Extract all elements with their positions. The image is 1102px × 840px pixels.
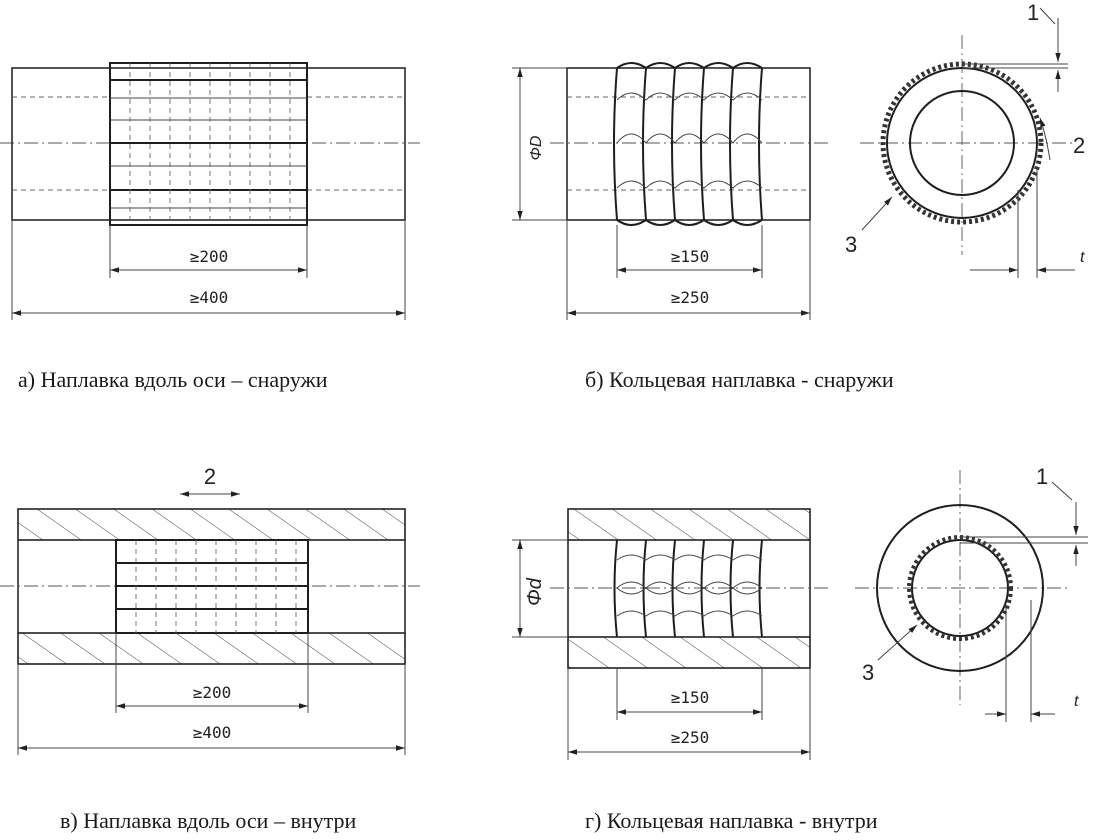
- pipe-wall-bottom: [18, 633, 405, 664]
- cross-section-b: [845, 0, 1085, 278]
- inner-ring-beads: [615, 540, 763, 637]
- weld-beads: [110, 63, 307, 225]
- panel-v: [0, 464, 420, 833]
- pipe-wall-top: [18, 509, 405, 540]
- dim-b-diameter: ΦD: [528, 135, 545, 161]
- dim-b-inner: ≥150: [670, 247, 710, 266]
- cross-section-g: [855, 464, 1088, 722]
- marker-g-3: 3: [862, 660, 875, 685]
- caption-v: в) Наплавка вдоль оси – внутри: [60, 808, 357, 833]
- dim-v-inner: ≥200: [192, 683, 232, 702]
- pipe-outline: [567, 68, 810, 220]
- dim-g-diameter: Φd: [524, 578, 546, 606]
- marker-g-1: 1: [1036, 464, 1049, 489]
- dim-b-outer: ≥250: [670, 288, 710, 307]
- pipe-wall-bottom: [568, 637, 810, 668]
- ring-beads: [614, 63, 762, 225]
- pipe-wall-top: [568, 509, 810, 540]
- marker-b-1: 1: [1027, 0, 1040, 25]
- dim-a-outer: ≥400: [189, 288, 229, 307]
- marker-b-3: 3: [845, 232, 858, 257]
- inner-weld-beads: [116, 540, 308, 633]
- panel-g: [512, 464, 1088, 833]
- dim-v-outer: ≥400: [192, 723, 232, 742]
- caption-a: а) Наплавка вдоль оси – снаружи: [18, 367, 328, 392]
- dim-g-outer: ≥250: [670, 728, 710, 747]
- caption-g: г) Кольцевая наплавка - внутри: [585, 808, 878, 833]
- marker-b-2: 2: [1073, 133, 1086, 158]
- panel-a: [0, 63, 420, 392]
- caption-b: б) Кольцевая наплавка - снаружи: [585, 367, 894, 392]
- marker-v-2: 2: [203, 464, 217, 489]
- dim-g-thickness: t: [1074, 693, 1079, 710]
- dim-a-inner: ≥200: [189, 247, 229, 266]
- panel-b: [512, 0, 1085, 392]
- dim-b-thickness: t: [1080, 249, 1085, 266]
- dim-g-inner: ≥150: [670, 688, 710, 707]
